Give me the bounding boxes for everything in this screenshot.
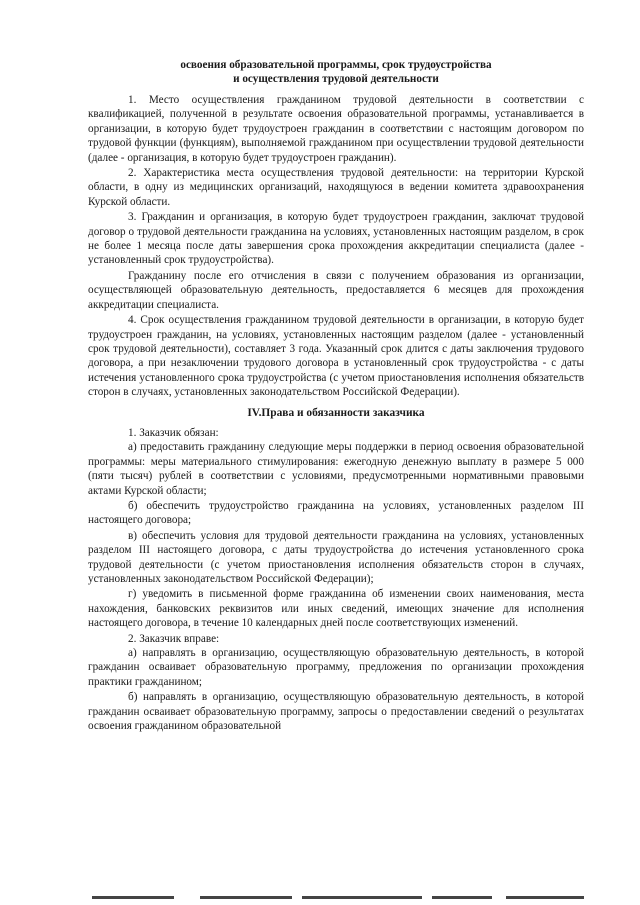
footer-mark: [302, 896, 422, 899]
section-title-customer-rights: IV.Права и обязанности заказчика: [247, 406, 425, 419]
document-page: [88, 58, 584, 733]
scan-footer-artifacts: [88, 893, 588, 901]
heading-line-2: и осуществления трудовой деятельности: [233, 73, 439, 85]
footer-mark: [200, 896, 292, 899]
paragraph-workplace-characteristics: 2. Характеристика места осуществления трудовой деятельности: на территории Курской области, в одну из медицинских организаций, находящуюся в ведении комитета здравоохранения Курской области.: [88, 167, 584, 208]
paragraph-obligation-a: а) предоставить гражданину следующие меры поддержки в период освоения образовательной программы: меры материального стимулирования: ежегодную денежную выплату в размере 5 000 (пяти тысяч) рублей в соответствии с условиями, предусмотренными нормативными правовыми актами Курской области;: [88, 441, 584, 497]
footer-mark: [432, 896, 492, 899]
paragraph-work-duration: 4. Срок осуществления гражданином трудовой деятельности в организации, в которую будет трудоустроен гражданин, на условиях, установленных настоящим разделом (далее - установленный срок трудовой деятельности), составляет 3 года. Указанный срок длится с даты заключения трудового договора, а при незаключении трудового договора в установленный срок трудоустройства - с даты истечения установленного срока трудоустройства (с учетом приостановления исполнения обязательств сторон в случаях, установленных законодательством Российской Федерации).: [88, 314, 584, 399]
paragraph-employment-term: 3. Гражданин и организация, в которую будет трудоустроен гражданин, заключат трудовой договор о трудовой деятельности гражданина на условиях, установленных настоящим разделом, в срок не более 1 месяца после даты завершения срока прохождения аккредитации специалиста (далее - установленный срок трудоустройства).: [88, 211, 584, 267]
paragraph-right-b: б) направлять в организацию, осуществляющую образовательную деятельность, в которой гражданин осваивает образовательную программу, запросы о предоставлении сведений о результатах освоения гражданином образовательной: [88, 691, 584, 733]
paragraph-customer-rights: 2. Заказчик вправе:: [128, 632, 220, 645]
footer-mark: [92, 896, 174, 899]
paragraph-obligation-b: б) обеспечить трудоустройство гражданина на условиях, установленных разделом III настоящего договора;: [88, 499, 584, 527]
section-heading: [88, 58, 584, 86]
footer-mark: [506, 896, 584, 899]
heading-line-1: освоения образовательной программы, срок трудоустройства: [180, 59, 492, 71]
paragraph-right-a: а) направлять в организацию, осуществляющую образовательную деятельность, в которой гражданин осваивает образовательную программу, предложения по организации прохождения практики гражданином;: [88, 647, 584, 688]
paragraph-obligation-d: г) уведомить в письменной форме гражданина об изменении своих наименования, места нахождения, банковских реквизитов или иных сведений, имеющих значение для исполнения настоящего договора, в течение 10 календарных дней после соответствующих изменений.: [88, 588, 584, 630]
paragraph-place-of-work: 1. Место осуществления гражданином трудовой деятельности в соответствии с квалификацией, полученной в результате освоения образовательной программы, устанавливается в организации, в которую будет трудоустроен гражданин в соответствии с настоящим договором по трудовой функции (функциям), выполняемой гражданином при осуществлении трудовой деятельности (далее - организация, в которую будет трудоустроен гражданин).: [88, 94, 584, 164]
paragraph-obligation-c: в) обеспечить условия для трудовой деятельности гражданина на условиях, установленных разделом III настоящего договора, с даты трудоустройства до истечения установленного срока трудовой деятельности (с учетом приостановления исполнения обязательств сторон в случаях, установленных законодательством Российской Федерации);: [88, 529, 584, 585]
paragraph-customer-obligations: 1. Заказчик обязан:: [128, 426, 219, 439]
paragraph-accreditation-period: Гражданину после его отчисления в связи с получением образования из организации, осуществляющей образовательную деятельность, предоставляется 6 месяцев для прохождения аккредитации специалиста.: [88, 269, 584, 311]
